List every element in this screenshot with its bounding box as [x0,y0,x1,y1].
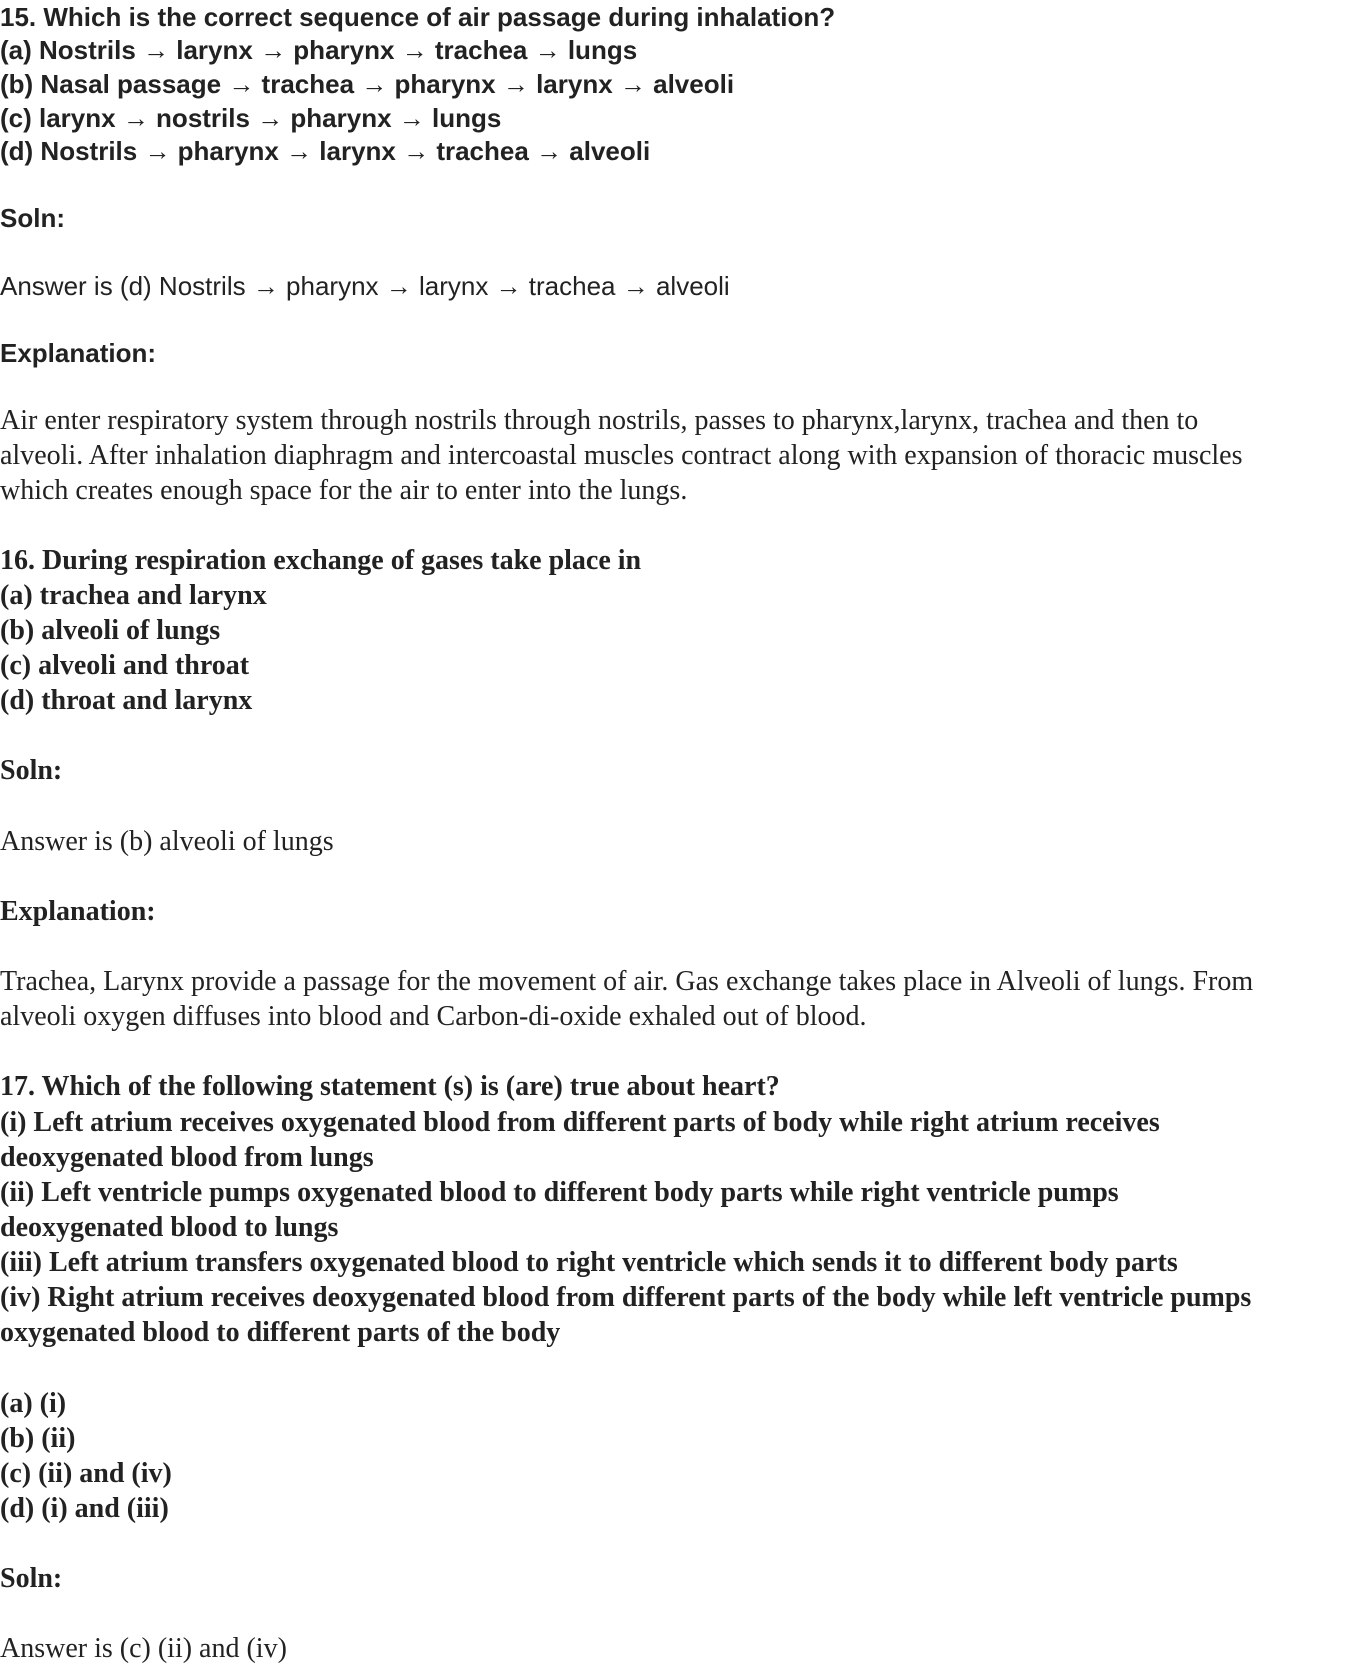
answer: Answer is (c) (ii) and (iv) [0,1633,287,1664]
statement-line: deoxygenated blood to lungs [0,1212,339,1243]
option-d: (d) (i) and (iii) [0,1493,169,1524]
soln-label: Soln: [0,755,63,786]
explanation-line: which creates enough space for the air to enter into the lungs. [0,475,688,506]
statement-line: (iii) Left atrium transfers oxygenated blood to right ventricle which sends it to different body parts [0,1247,1178,1278]
explanation-line: Air enter respiratory system through nostrils through nostrils, passes to pharynx,larynx, trachea and then to [0,405,1199,436]
answer: Answer is (b) alveoli of lungs [0,826,334,857]
explanation-line: Trachea, Larynx provide a passage for the movement of air. Gas exchange takes place in Alveoli of lungs. From [0,966,1254,997]
statement-line: (iv) Right atrium receives deoxygenated blood from different parts of the body while left ventricle pumps [0,1282,1252,1313]
question-text: 16. During respiration exchange of gases take place in [0,545,642,576]
explanation-label: Explanation: [0,896,156,927]
option-d: (d) throat and larynx [0,685,253,716]
explanation-label: Explanation: [0,338,157,368]
question-text: 17. Which of the following statement (s) is (are) true about heart? [0,1071,780,1102]
option-c: (c) larynx → nostrils → pharynx → lungs [0,103,502,133]
statement-line: (i) Left atrium receives oxygenated blood from different parts of body while right atrium receives [0,1107,1160,1138]
explanation-line: alveoli. After inhalation diaphragm and intercoastal muscles contract along with expansion of thoracic muscles [0,440,1243,471]
option-b: (b) Nasal passage → trachea → pharynx → larynx → alveoli [0,69,735,99]
soln-label: Soln: [0,203,65,233]
option-a: (a) Nostrils → larynx → pharynx → trachea → lungs [0,35,638,65]
option-b: (b) alveoli of lungs [0,615,221,646]
explanation-line: alveoli oxygen diffuses into blood and Carbon-di-oxide exhaled out of blood. [0,1001,867,1032]
option-c: (c) (ii) and (iv) [0,1458,172,1489]
statement-line: deoxygenated blood from lungs [0,1142,374,1173]
statement-line: (ii) Left ventricle pumps oxygenated blood to different body parts while right ventricle pumps [0,1177,1119,1208]
soln-label: Soln: [0,1563,63,1594]
option-b: (b) (ii) [0,1423,76,1454]
question-text: 15. Which is the correct sequence of air passage during inhalation? [0,2,836,32]
statement-line: oxygenated blood to different parts of the body [0,1317,561,1348]
option-a: (a) (i) [0,1388,67,1419]
answer: Answer is (d) Nostrils → pharynx → larynx → trachea → alveoli [0,271,730,301]
option-c: (c) alveoli and throat [0,650,250,681]
option-a: (a) trachea and larynx [0,580,267,611]
option-d: (d) Nostrils → pharynx → larynx → trachea → alveoli [0,136,651,166]
